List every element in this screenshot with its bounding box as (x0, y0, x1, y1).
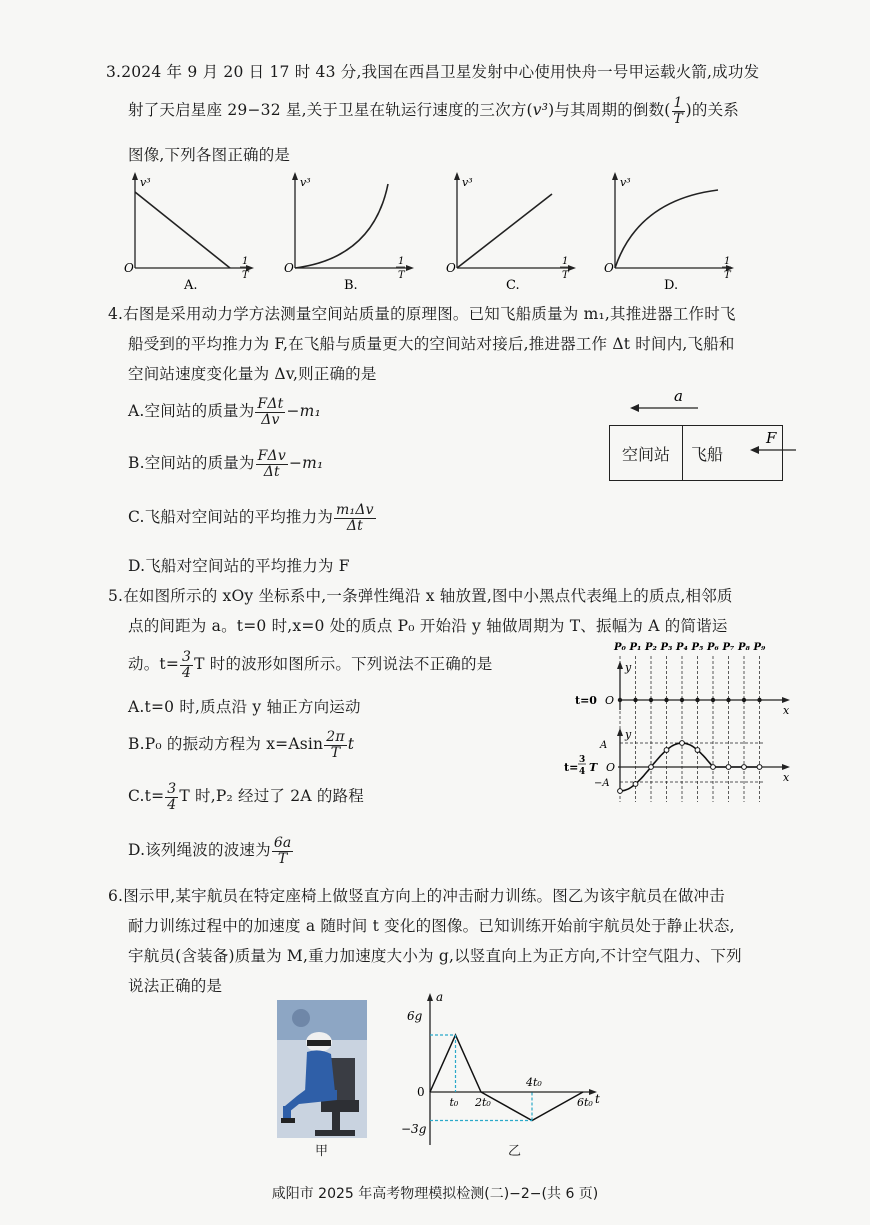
svg-text:3: 3 (579, 755, 586, 765)
q5-row1-label: t=0 (575, 694, 597, 707)
q3-graph-c (440, 172, 580, 292)
q3-d-yaxis: v³ (620, 176, 631, 189)
photo-caption: 甲 (315, 1144, 329, 1159)
q6-line3: 宇航员(含装备)质量为 M,重力加速度大小为 g,以竖直向上为正方向,不计空气阻力、下列 (128, 947, 742, 965)
svg-text:O: O (604, 261, 614, 275)
q5-line1: 5.在如图所示的 xOy 坐标系中,一条弹性绳沿 x 轴放置,图中小黑点代表绳上的质点,相邻质 (108, 587, 733, 605)
q6-line1: 6.图示甲,某宇航员在特定座椅上做竖直方向上的冲击耐力训练。图乙为该宇航员在做冲击 (108, 887, 725, 905)
wave-particle (649, 765, 654, 770)
at-axis-t: t (595, 1092, 600, 1106)
svg-text:O: O (284, 261, 294, 275)
wave-point-label: P₂ (645, 642, 657, 653)
svg-text:T: T (589, 761, 598, 774)
wave-particle (633, 782, 638, 787)
q4-line2: 船受到的平均推力为 F,在飞船与质量更大的空间站对接后,推进器工作 Δt 时间内,飞船和 (128, 335, 735, 353)
q5-option-d: D.该列绳波的波速为 $\frac{6a}{T}$ (128, 835, 292, 867)
wave-particle (618, 789, 623, 794)
q5-option-a: A.t=0 时,质点沿 y 轴正方向运动 (128, 698, 361, 716)
svg-text:1: 1 (242, 256, 249, 267)
wave-particle (664, 748, 669, 753)
svg-text:O: O (446, 261, 456, 275)
q3-b-yaxis: v³ (300, 176, 311, 189)
q6-line4: 说法正确的是 (128, 977, 223, 995)
q4-line1: 4.右图是采用动力学方法测量空间站质量的原理图。已知飞船质量为 m₁,其推进器工作时飞 (108, 305, 736, 323)
wave-particle (680, 741, 685, 746)
q3-d-label: D. (664, 278, 679, 293)
at-bottom-label: −3g (401, 1122, 427, 1136)
q5-line2: 点的间距为 a。t=0 时,x=0 处的质点 P₀ 开始沿 y 轴做周期为 T、振幅为 A 的简谐运 (128, 617, 728, 635)
svg-text:1: 1 (398, 256, 405, 267)
space-station-box: 空间站 (610, 426, 683, 480)
q5-option-b: B.P₀ 的振动方程为 x=Asin $\frac{2\pi}{T}$ t (128, 729, 355, 761)
wave-particle (726, 765, 731, 770)
q5-wave-figure (560, 636, 795, 806)
wave-point-label: P₆ (707, 642, 719, 653)
q3-c-yaxis: v³ (462, 176, 473, 189)
q3-fraction: $\frac{1}{T}$ (673, 95, 683, 127)
wave-particle (711, 765, 716, 770)
wave-particle (695, 748, 700, 753)
astronaut-photo (277, 1000, 367, 1138)
svg-text:O: O (605, 694, 615, 707)
q5-row2-label: t= (564, 761, 579, 774)
q3-a-origin: O (124, 261, 134, 275)
wave-point-label: P₅ (691, 642, 704, 653)
q4-option-a: A.空间站的质量为 $\frac{\text{FΔt}}{\Delta v}$ −m₁ (128, 396, 321, 428)
wave-point-label: P₈ (738, 642, 750, 653)
q6-at-graph (395, 985, 620, 1160)
q5-option-c: C.t= $\frac{3}{4}$ T 时,P₂ 经过了 2A 的路程 (128, 781, 364, 813)
at-tick-label: 4t₀ (526, 1076, 542, 1089)
at-tick-label: 6t₀ (577, 1096, 593, 1109)
svg-text:y: y (625, 728, 632, 741)
q4-option-d: D.飞船对空间站的平均推力为 F (128, 557, 350, 575)
q4-accel-label: a (674, 387, 683, 405)
q3-line3: 图像,下列各图正确的是 (128, 146, 291, 164)
svg-text:1: 1 (724, 256, 731, 267)
at-axis-a: a (436, 990, 444, 1004)
svg-text:4: 4 (579, 767, 586, 777)
q4-option-b: B.空间站的质量为 $\frac{\text{FΔv}}{\Delta t}$ −m₁ (128, 448, 324, 480)
wave-point-label: P₄ (676, 642, 688, 653)
wave-point-label: P₉ (753, 642, 766, 653)
q5-line3: 动。t= $\frac{3}{4}$ T 时的波形如图所示。下列说法不正确的是 (128, 649, 493, 681)
graph-caption: 乙 (508, 1144, 522, 1159)
svg-text:x: x (783, 704, 790, 717)
wave-point-label: P₀ (614, 642, 626, 653)
svg-text:T: T (724, 270, 731, 281)
svg-text:T: T (562, 270, 569, 281)
q6-line2: 耐力训练过程中的加速度 a 随时间 t 变化的图像。已知训练开始前宇航员处于静止状态, (128, 917, 735, 935)
svg-text:T: T (242, 270, 249, 281)
svg-text:x: x (783, 771, 790, 784)
svg-text:O: O (606, 761, 616, 774)
q4-option-c: C.飞船对空间站的平均推力为 $\frac{\text{m₁Δv}}{\Delta t}$ (128, 502, 374, 534)
q4-force-label: F (766, 429, 777, 447)
spaceship-box: 飞船 (691, 444, 724, 464)
q4-line3: 空间站速度变化量为 Δv,则正确的是 (128, 365, 377, 383)
svg-text:−A: −A (594, 778, 610, 789)
at-tick-label: 2t₀ (475, 1096, 491, 1109)
wave-point-label: P₁ (629, 642, 642, 653)
wave-particle (757, 765, 762, 770)
page-footer: 咸阳市 2025 年高考物理模拟检测(二)−2−(共 6 页) (271, 1186, 599, 1202)
svg-text:1: 1 (562, 256, 569, 267)
wave-point-label: P₇ (722, 642, 735, 653)
svg-text:0: 0 (417, 1085, 425, 1099)
q3-line1: 3.2024 年 9 月 20 日 17 时 43 分,我国在西昌卫星发射中心使用快舟一号甲运载火箭,成功发 (106, 63, 760, 81)
wave-particle (742, 765, 747, 770)
svg-text:y: y (625, 661, 632, 674)
q3-b-label: B. (344, 278, 358, 293)
q3-a-label: A. (184, 278, 198, 293)
at-tick-label: t₀ (449, 1096, 459, 1109)
q4-box-diagram (609, 425, 783, 481)
svg-text:A: A (600, 740, 608, 751)
q3-graph-d (598, 172, 743, 292)
svg-text:T: T (398, 270, 405, 281)
at-top-label: 6g (407, 1009, 423, 1023)
q3-c-label: C. (506, 278, 520, 293)
q3-line2: 射了天启星座 29−32 星,关于卫星在轨运行速度的三次方(v³)与其周期的倒数( $\frac{1}{T}$ )的关系 (128, 95, 740, 127)
wave-point-label: P₃ (660, 642, 673, 653)
q3-a-yaxis: v³ (140, 176, 151, 189)
q3-graph-a (118, 172, 258, 292)
q3-graph-b (278, 172, 418, 292)
